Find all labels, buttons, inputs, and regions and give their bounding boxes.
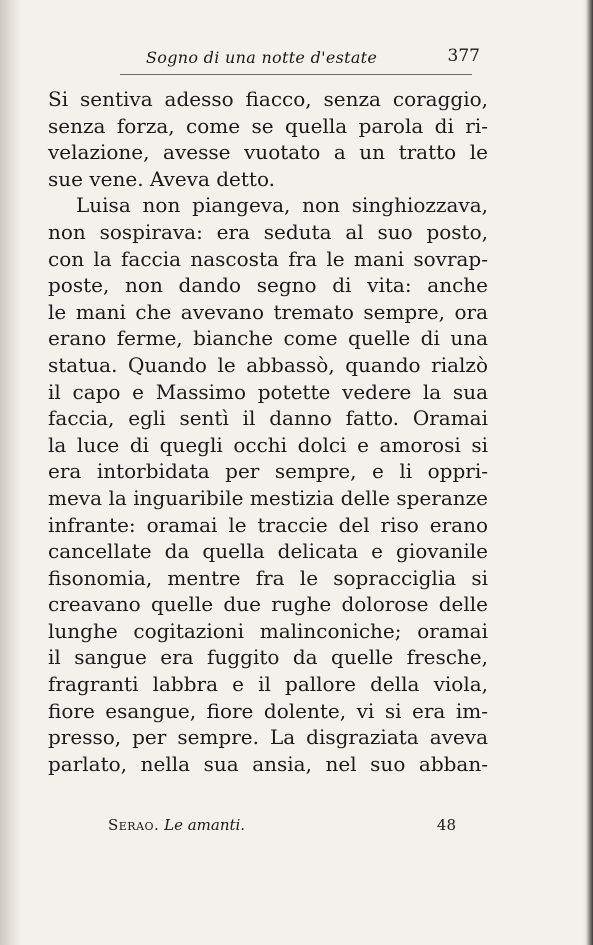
footer-work-title: Le amanti. xyxy=(164,816,246,834)
header-rule xyxy=(120,74,472,75)
page-footer xyxy=(108,816,478,840)
page-gutter-shadow xyxy=(0,0,22,945)
signature-mark: 48 xyxy=(436,816,456,834)
text-line: velazione, avesse vuotato a un tratto le xyxy=(48,140,488,165)
text-line: senza forza, come se quella parola di ri- xyxy=(48,113,488,138)
text-line: il capo e Massimo potette vedere la sua xyxy=(48,379,488,404)
text-line: Luisa non piangeva, non singhiozzava, xyxy=(76,193,488,218)
text-line: Si sentiva adesso fiacco, senza coraggio, xyxy=(48,87,488,111)
text-line: meva la inguaribile mestizia delle speranze xyxy=(48,485,488,510)
text-line: creavano quelle due rughe dolorose delle xyxy=(48,592,488,617)
running-head xyxy=(110,46,480,74)
text-line: poste, non dando segno di vita: anche xyxy=(48,273,488,298)
text-line: la luce di quegli occhi dolci e amorosi si xyxy=(48,432,488,457)
text-line: non sospirava: era seduta al suo posto, xyxy=(48,219,488,244)
text-line: cancellate da quella delicata e giovanile xyxy=(48,539,488,564)
page-number: 377 xyxy=(447,46,480,66)
text-line: fiore esangue, fiore dolente, vi si era im- xyxy=(48,698,488,723)
text-line: parlato, nella sua ansia, nel suo abban- xyxy=(48,751,488,776)
text-line: fisonomia, mentre fra le sopracciglia si xyxy=(48,565,488,590)
text-line: le mani che avevano tremato sempre, ora xyxy=(48,299,488,324)
text-line: faccia, egli sentì il danno fatto. Oramai xyxy=(48,406,488,431)
footer-signature xyxy=(108,816,245,834)
text-line: con la faccia nascosta fra le mani sovrap- xyxy=(48,246,488,271)
text-line: fragranti labbra e il pallore della viola, xyxy=(48,672,488,697)
text-line: lunghe cogitazioni malinconiche; oramai xyxy=(48,618,488,643)
body-text xyxy=(48,86,488,777)
page-edge-shadow xyxy=(583,0,593,945)
text-line: era intorbidata per sempre, e li oppri- xyxy=(48,459,488,484)
text-line: statua. Quando le abbassò, quando rialzò xyxy=(48,352,488,377)
text-line: erano ferme, bianche come quelle di una xyxy=(48,326,488,351)
running-title: Sogno di una notte d'estate xyxy=(146,48,378,67)
text-line: sue vene. Aveva detto. xyxy=(48,166,276,191)
text-line: il sangue era fuggito da quelle fresche, xyxy=(48,645,488,670)
text-line: presso, per sempre. La disgraziata aveva xyxy=(48,725,488,750)
text-line: infrante: oramai le traccie del riso erano xyxy=(48,512,488,537)
footer-author: Serao. xyxy=(108,816,160,834)
